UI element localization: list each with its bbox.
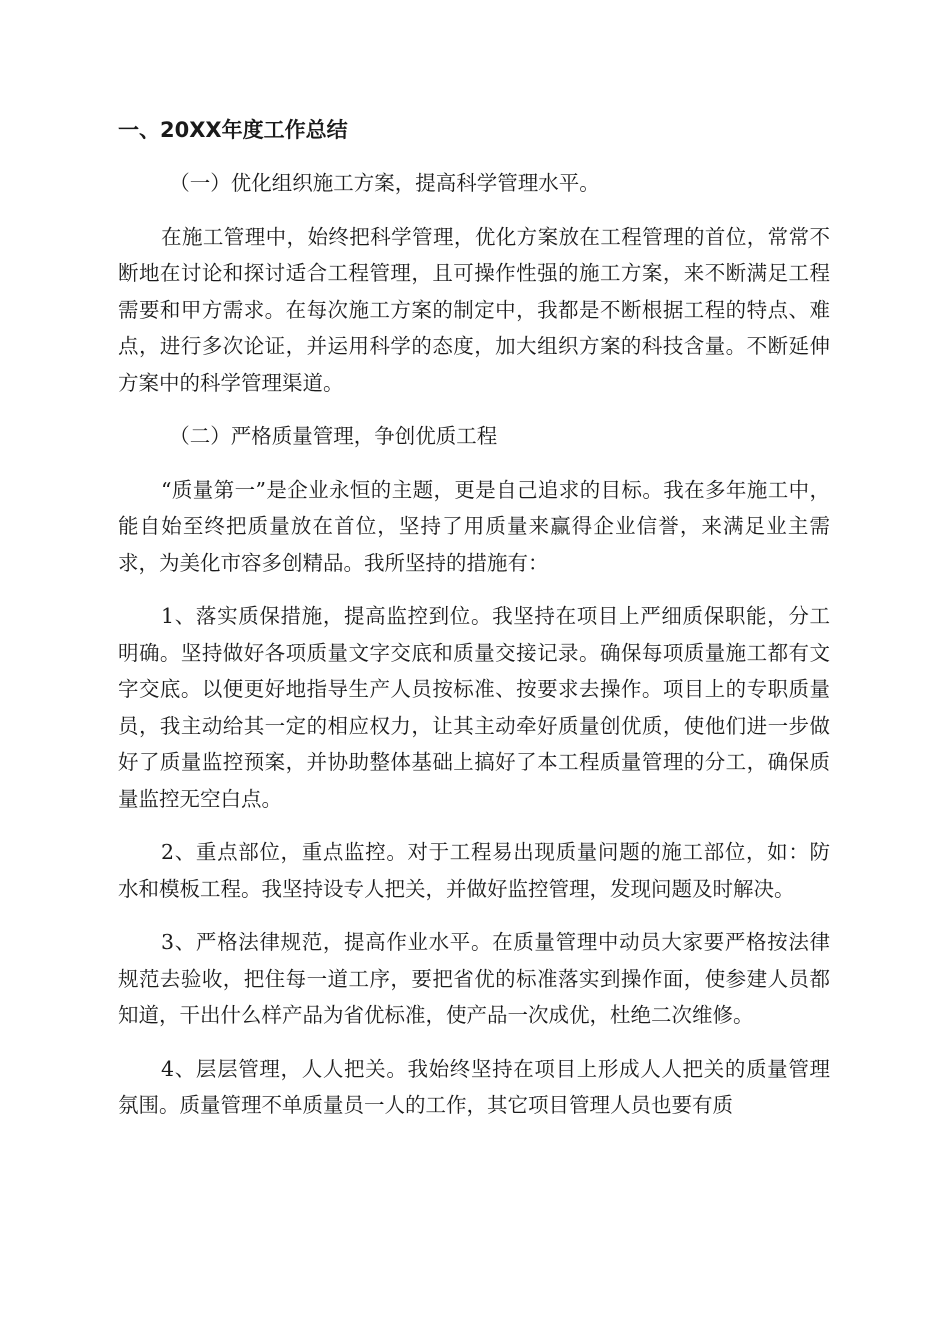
document-body <box>118 112 830 1141</box>
section-1-title: （一）优化组织施工方案，提高科学管理水平。 <box>169 171 600 195</box>
measure-item-3: 3、严格法律规范，提高作业水平。在质量管理中动员大家要严格按法律规范去验收，把住每一道工序，要把省优的标准落实到操作面，使参建人员都知道，干出什么样产品为省优标准，使产品一次成优，杜绝二次维修。 <box>118 930 830 1027</box>
section-2-title: （二）严格质量管理，争创优质工程 <box>169 424 498 448</box>
document-heading: 一、20XX年度工作总结 <box>118 118 348 142</box>
measure-item-1: 1、落实质保措施，提高监控到位。我坚持在项目上严细质保职能，分工明确。坚持做好各项质量文字交底和质量交接记录。确保每项质量施工都有文字交底。以便更好地指导生产人员按标准、按要求去操作。项目上的专职质量员，我主动给其一定的相应权力，让其主动牵好质量创优质，使他们进一步做好了质量监控预案，并协助整体基础上搞好了本工程质量管理的分工，确保质量监控无空白点。 <box>118 604 830 811</box>
section-1-paragraph: 在施工管理中，始终把科学管理，优化方案放在工程管理的首位，常常不断地在讨论和探讨适合工程管理，且可操作性强的施工方案，来不断满足工程需要和甲方需求。在每次施工方案的制定中，我都是不断根据工程的特点、难点，进行多次论证，并运用科学的态度，加大组织方案的科技含量。不断延伸方案中的科学管理渠道。 <box>118 224 830 395</box>
measure-item-4: 4、层层管理，人人把关。我始终坚持在项目上形成人人把关的质量管理氛围。质量管理不单质量员一人的工作，其它项目管理人员也要有质 <box>118 1056 830 1117</box>
measure-item-2: 2、重点部位，重点监控。对于工程易出现质量问题的施工部位，如：防水和模板工程。我坚持设专人把关，并做好监控管理，发现问题及时解决。 <box>118 840 830 901</box>
section-2-paragraph: “质量第一”是企业永恒的主题，更是自己追求的目标。我在多年施工中，能自始至终把质量放在首位，坚持了用质量来赢得企业信誉，来满足业主需求，为美化市容多创精品。我所坚持的措施有： <box>118 477 830 575</box>
